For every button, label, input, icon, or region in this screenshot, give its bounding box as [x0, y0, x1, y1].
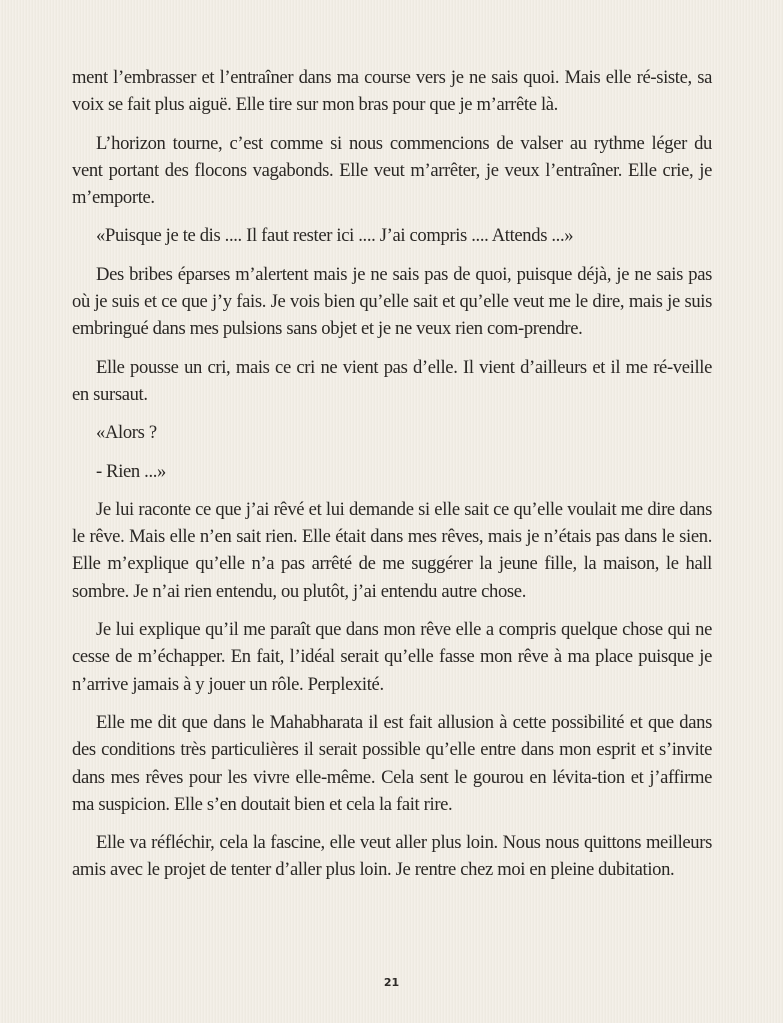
paragraph-continued: ment l’embrasser et l’entraîner dans ma course vers je ne sais quoi. Mais elle ré-siste, sa voix se fait plus aiguë. Elle tire sur mon bras pour que je m’arrête là.	[72, 67, 712, 116]
paragraph-dialogue: «Puisque je te dis .... Il faut rester ici .... J’ai compris .... Attends ...»	[96, 225, 574, 247]
paragraph: Des bribes éparses m’alertent mais je ne sais pas de quoi, puisque déjà, je ne sais pas où je suis et ce que j’y fais. Je vois bien qu’elle sait et qu’elle veut me le dire, mais je suis embringué dans mes pulsions sans objet et je ne veux rien com-prendre.	[72, 263, 712, 340]
paragraph: Elle me dit que dans le Mahabharata il est fait allusion à cette possibilité et que dans des conditions très particulières il serait possible qu’elle entre dans mon esprit et s’invite dans mes rêves pour les vivre elle-même. Cela sent le gourou en lévita-tion et j’affirme ma suspicion. Elle s’en doutait bien et cela la fait rire.	[72, 711, 712, 815]
page-body	[72, 64, 712, 895]
paragraph: Je lui raconte ce que j’ai rêvé et lui demande si elle sait ce qu’elle voulait me dire dans le rêve. Mais elle n’en sait rien. Elle était dans mes rêves, mais je n’étais pas dans le sien. Elle m’explique qu’elle n’a pas arrêté de me suggérer la jeune fille, la maison, le hall sombre. Je n’ai rien entendu, ou plutôt, j’ai entendu autre chose.	[72, 498, 712, 602]
paragraph-dialogue: «Alors ?	[96, 422, 157, 444]
paragraph-dialogue: - Rien ...»	[96, 460, 166, 482]
paragraph: L’horizon tourne, c’est comme si nous commencions de valser au rythme léger du vent portant des flocons vagabonds. Elle veut m’arrêter, je veux l’entraîner. Elle crie, je m’emporte.	[72, 132, 712, 209]
paragraph: Je lui explique qu’il me paraît que dans mon rêve elle a compris quelque chose qui ne cesse de m’échapper. En fait, l’idéal serait qu’elle fasse mon rêve à ma place puisque je n’arrive jamais à y jouer un rôle. Perplexité.	[72, 619, 712, 695]
paragraph: Elle pousse un cri, mais ce cri ne vient pas d’elle. Il vient d’ailleurs et il me ré-veille en sursaut.	[72, 356, 712, 405]
page-number: 21	[383, 976, 400, 989]
paragraph: Elle va réfléchir, cela la fascine, elle veut aller plus loin. Nous nous quittons meilleurs amis avec le projet de tenter d’aller plus loin. Je rentre chez moi en pleine dubitation.	[72, 832, 712, 881]
